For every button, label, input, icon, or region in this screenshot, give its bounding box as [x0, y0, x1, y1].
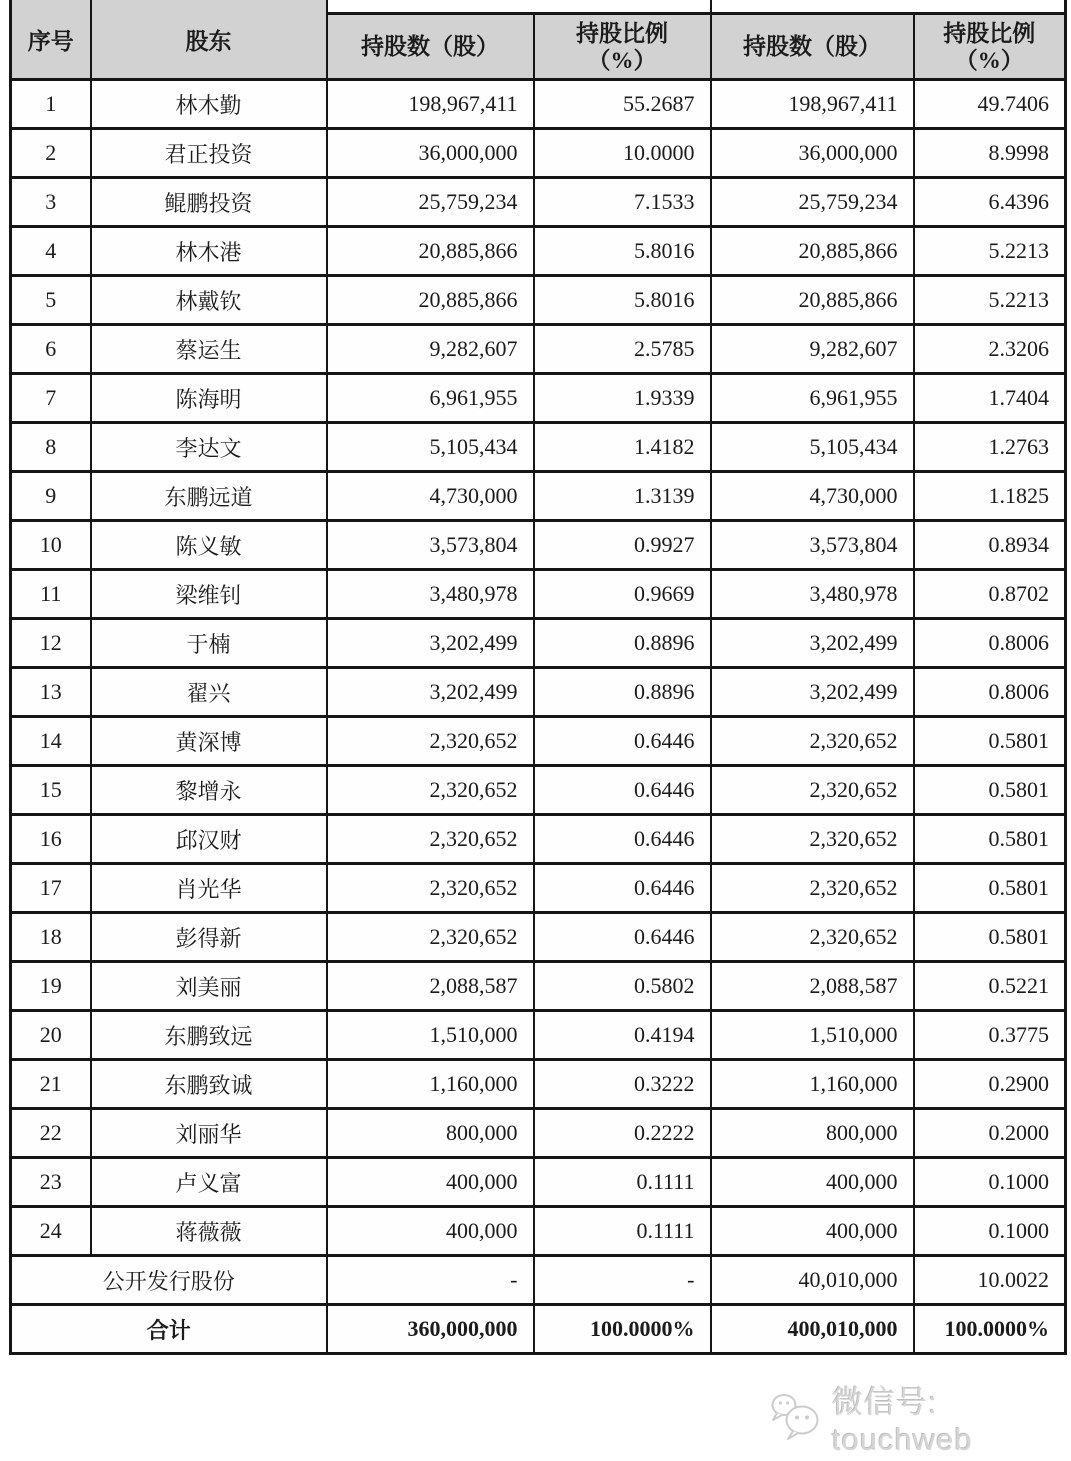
pct-pre: 1.3139	[534, 472, 711, 521]
shares-pre: 2,320,652	[327, 913, 534, 962]
pct-pre: 0.1111	[534, 1207, 711, 1256]
shares-post: 9,282,607	[711, 325, 914, 374]
shares-post: 2,320,652	[711, 766, 914, 815]
pct-post: 0.2900	[914, 1060, 1066, 1109]
shares-pre: 400,000	[327, 1158, 534, 1207]
row-no: 20	[11, 1011, 91, 1060]
shareholder-name: 刘丽华	[91, 1109, 327, 1158]
shareholder-name: 林戴钦	[91, 276, 327, 325]
pct-post: 0.5221	[914, 962, 1066, 1011]
shares-pre: 2,320,652	[327, 766, 534, 815]
pct-pre: 0.9669	[534, 570, 711, 619]
col-header-shareholder: 股东	[91, 0, 327, 80]
table-header	[11, 0, 1066, 80]
shares-pre: 1,160,000	[327, 1060, 534, 1109]
row-no: 15	[11, 766, 91, 815]
shares-post: 198,967,411	[711, 80, 914, 129]
shareholder-name: 于楠	[91, 619, 327, 668]
row-no: 21	[11, 1060, 91, 1109]
shares-pre: 3,480,978	[327, 570, 534, 619]
pct-pre: 0.6446	[534, 717, 711, 766]
row-no: 10	[11, 521, 91, 570]
table-row	[11, 1109, 1066, 1158]
shares-pre: 3,202,499	[327, 668, 534, 717]
row-no: 1	[11, 80, 91, 129]
pct-post: 0.5801	[914, 815, 1066, 864]
shares-post: 20,885,866	[711, 276, 914, 325]
pct-pre: 0.8896	[534, 619, 711, 668]
col-header-ratio-post: 持股比例 （%）	[914, 14, 1066, 80]
pct-post: 6.4396	[914, 178, 1066, 227]
row-no: 11	[11, 570, 91, 619]
pre-offering-group-cell	[327, 0, 711, 14]
pct-post: 49.7406	[914, 80, 1066, 129]
shares-post: 3,573,804	[711, 521, 914, 570]
table-row	[11, 227, 1066, 276]
shareholder-name: 林木港	[91, 227, 327, 276]
shareholder-name: 李达文	[91, 423, 327, 472]
public-offering-shares-post: 40,010,000	[711, 1256, 914, 1305]
shareholders-table	[9, 0, 1067, 1355]
shareholder-name: 翟兴	[91, 668, 327, 717]
pct-pre: 55.2687	[534, 80, 711, 129]
pct-pre: 5.8016	[534, 227, 711, 276]
pct-pre: 1.4182	[534, 423, 711, 472]
col-header-ratio-pre: 持股比例 （%）	[534, 14, 711, 80]
table-row	[11, 325, 1066, 374]
shares-pre: 400,000	[327, 1207, 534, 1256]
table-row	[11, 80, 1066, 129]
pct-pre: 10.0000	[534, 129, 711, 178]
shareholder-name: 肖光华	[91, 864, 327, 913]
shareholder-rows	[11, 80, 1066, 1256]
total-shares-post: 400,010,000	[711, 1305, 914, 1354]
shares-pre: 9,282,607	[327, 325, 534, 374]
table-row	[11, 668, 1066, 717]
shares-post: 25,759,234	[711, 178, 914, 227]
pct-pre: 0.6446	[534, 766, 711, 815]
table-row	[11, 1207, 1066, 1256]
row-no: 2	[11, 129, 91, 178]
total-pct-post: 100.0000%	[914, 1305, 1066, 1354]
shareholder-name: 鲲鹏投资	[91, 178, 327, 227]
shareholder-name: 林木勤	[91, 80, 327, 129]
pct-post: 0.8934	[914, 521, 1066, 570]
shares-pre: 2,320,652	[327, 717, 534, 766]
row-no: 3	[11, 178, 91, 227]
pct-post: 0.8006	[914, 619, 1066, 668]
row-no: 22	[11, 1109, 91, 1158]
shareholder-name: 蔡运生	[91, 325, 327, 374]
public-offering-shares-pre: -	[327, 1256, 534, 1305]
shares-post: 1,160,000	[711, 1060, 914, 1109]
row-no: 7	[11, 374, 91, 423]
pct-post: 1.7404	[914, 374, 1066, 423]
pct-post: 0.8006	[914, 668, 1066, 717]
pct-pre: 0.1111	[534, 1158, 711, 1207]
row-no: 5	[11, 276, 91, 325]
shares-post: 5,105,434	[711, 423, 914, 472]
pct-pre: 5.8016	[534, 276, 711, 325]
shares-pre: 20,885,866	[327, 227, 534, 276]
pct-post: 0.3775	[914, 1011, 1066, 1060]
row-no: 4	[11, 227, 91, 276]
row-no: 9	[11, 472, 91, 521]
shares-pre: 2,088,587	[327, 962, 534, 1011]
shareholder-name: 刘美丽	[91, 962, 327, 1011]
table-row	[11, 864, 1066, 913]
public-offering-pct-post: 10.0022	[914, 1256, 1066, 1305]
shares-pre: 4,730,000	[327, 472, 534, 521]
table-row	[11, 374, 1066, 423]
pct-pre: 0.8896	[534, 668, 711, 717]
table-row	[11, 472, 1066, 521]
post-offering-group-cell	[711, 0, 1066, 14]
pct-post: 0.5801	[914, 717, 1066, 766]
table-row	[11, 178, 1066, 227]
shares-pre: 2,320,652	[327, 864, 534, 913]
table-row	[11, 1158, 1066, 1207]
shares-pre: 36,000,000	[327, 129, 534, 178]
row-no: 12	[11, 619, 91, 668]
row-no: 17	[11, 864, 91, 913]
shareholder-name: 黄深博	[91, 717, 327, 766]
shares-post: 2,320,652	[711, 864, 914, 913]
row-no: 6	[11, 325, 91, 374]
pct-post: 2.3206	[914, 325, 1066, 374]
wechat-icon	[768, 1391, 822, 1443]
shareholder-name: 彭得新	[91, 913, 327, 962]
cutoff-header-strip	[11, 0, 1066, 14]
row-no: 13	[11, 668, 91, 717]
table-footer	[11, 1256, 1066, 1354]
table-row	[11, 913, 1066, 962]
pct-post: 0.2000	[914, 1109, 1066, 1158]
shares-post: 400,000	[711, 1158, 914, 1207]
shares-pre: 3,573,804	[327, 521, 534, 570]
shares-post: 3,202,499	[711, 619, 914, 668]
shareholder-name: 邱汉财	[91, 815, 327, 864]
pct-pre: 1.9339	[534, 374, 711, 423]
pct-pre: 0.6446	[534, 815, 711, 864]
shareholder-name: 黎增永	[91, 766, 327, 815]
pct-pre: 2.5785	[534, 325, 711, 374]
shares-post: 2,320,652	[711, 913, 914, 962]
pct-post: 1.1825	[914, 472, 1066, 521]
table-row	[11, 815, 1066, 864]
shareholder-name: 东鹏致远	[91, 1011, 327, 1060]
table-row	[11, 423, 1066, 472]
shares-post: 3,202,499	[711, 668, 914, 717]
row-no: 14	[11, 717, 91, 766]
shareholder-name: 蒋薇薇	[91, 1207, 327, 1256]
shares-pre: 198,967,411	[327, 80, 534, 129]
shares-post: 3,480,978	[711, 570, 914, 619]
shareholder-name: 东鹏远道	[91, 472, 327, 521]
row-no: 24	[11, 1207, 91, 1256]
table-row	[11, 619, 1066, 668]
shareholder-name: 陈海明	[91, 374, 327, 423]
public-offering-pct-pre: -	[534, 1256, 711, 1305]
shares-pre: 2,320,652	[327, 815, 534, 864]
pct-post: 0.1000	[914, 1158, 1066, 1207]
shares-pre: 25,759,234	[327, 178, 534, 227]
shares-post: 800,000	[711, 1109, 914, 1158]
table-row	[11, 1011, 1066, 1060]
shares-post: 2,320,652	[711, 815, 914, 864]
pct-pre: 0.2222	[534, 1109, 711, 1158]
pct-pre: 7.1533	[534, 178, 711, 227]
pct-post: 0.5801	[914, 766, 1066, 815]
pct-post: 8.9998	[914, 129, 1066, 178]
pct-pre: 0.5802	[534, 962, 711, 1011]
pct-post: 0.8702	[914, 570, 1066, 619]
row-no: 18	[11, 913, 91, 962]
watermark-text: 微信号: touchweb	[832, 1384, 973, 1457]
shares-pre: 800,000	[327, 1109, 534, 1158]
public-offering-row	[11, 1256, 1066, 1305]
shares-post: 2,088,587	[711, 962, 914, 1011]
pct-post: 5.2213	[914, 227, 1066, 276]
pct-post: 0.5801	[914, 913, 1066, 962]
total-pct-pre: 100.0000%	[534, 1305, 711, 1354]
table-row	[11, 717, 1066, 766]
public-offering-label: 公开发行股份	[11, 1256, 327, 1305]
table-row	[11, 521, 1066, 570]
pct-pre: 0.4194	[534, 1011, 711, 1060]
table-row	[11, 962, 1066, 1011]
shares-post: 400,000	[711, 1207, 914, 1256]
row-no: 16	[11, 815, 91, 864]
pct-post: 0.5801	[914, 864, 1066, 913]
shareholder-name: 陈义敏	[91, 521, 327, 570]
shares-post: 6,961,955	[711, 374, 914, 423]
shares-pre: 5,105,434	[327, 423, 534, 472]
table-row	[11, 570, 1066, 619]
shareholder-name: 卢义富	[91, 1158, 327, 1207]
pct-pre: 0.6446	[534, 864, 711, 913]
col-header-index: 序号	[11, 0, 91, 80]
shareholder-name: 君正投资	[91, 129, 327, 178]
shareholder-name: 梁维钊	[91, 570, 327, 619]
wechat-watermark	[768, 1384, 1071, 1457]
shareholder-name: 东鹏致诚	[91, 1060, 327, 1109]
shares-pre: 6,961,955	[327, 374, 534, 423]
total-label: 合计	[11, 1305, 327, 1354]
shares-pre: 3,202,499	[327, 619, 534, 668]
table-row	[11, 766, 1066, 815]
shares-pre: 20,885,866	[327, 276, 534, 325]
total-shares-pre: 360,000,000	[327, 1305, 534, 1354]
pct-pre: 0.3222	[534, 1060, 711, 1109]
shares-post: 20,885,866	[711, 227, 914, 276]
pct-post: 1.2763	[914, 423, 1066, 472]
pct-post: 0.1000	[914, 1207, 1066, 1256]
shares-post: 2,320,652	[711, 717, 914, 766]
col-header-shares-post: 持股数（股）	[711, 14, 914, 80]
shares-post: 4,730,000	[711, 472, 914, 521]
shares-pre: 1,510,000	[327, 1011, 534, 1060]
table-row	[11, 129, 1066, 178]
pct-pre: 0.9927	[534, 521, 711, 570]
col-header-shares-pre: 持股数（股）	[327, 14, 534, 80]
row-no: 19	[11, 962, 91, 1011]
table-row	[11, 1060, 1066, 1109]
table-row	[11, 276, 1066, 325]
row-no: 8	[11, 423, 91, 472]
pct-post: 5.2213	[914, 276, 1066, 325]
shares-post: 36,000,000	[711, 129, 914, 178]
shares-post: 1,510,000	[711, 1011, 914, 1060]
total-row	[11, 1305, 1066, 1354]
pct-pre: 0.6446	[534, 913, 711, 962]
row-no: 23	[11, 1158, 91, 1207]
